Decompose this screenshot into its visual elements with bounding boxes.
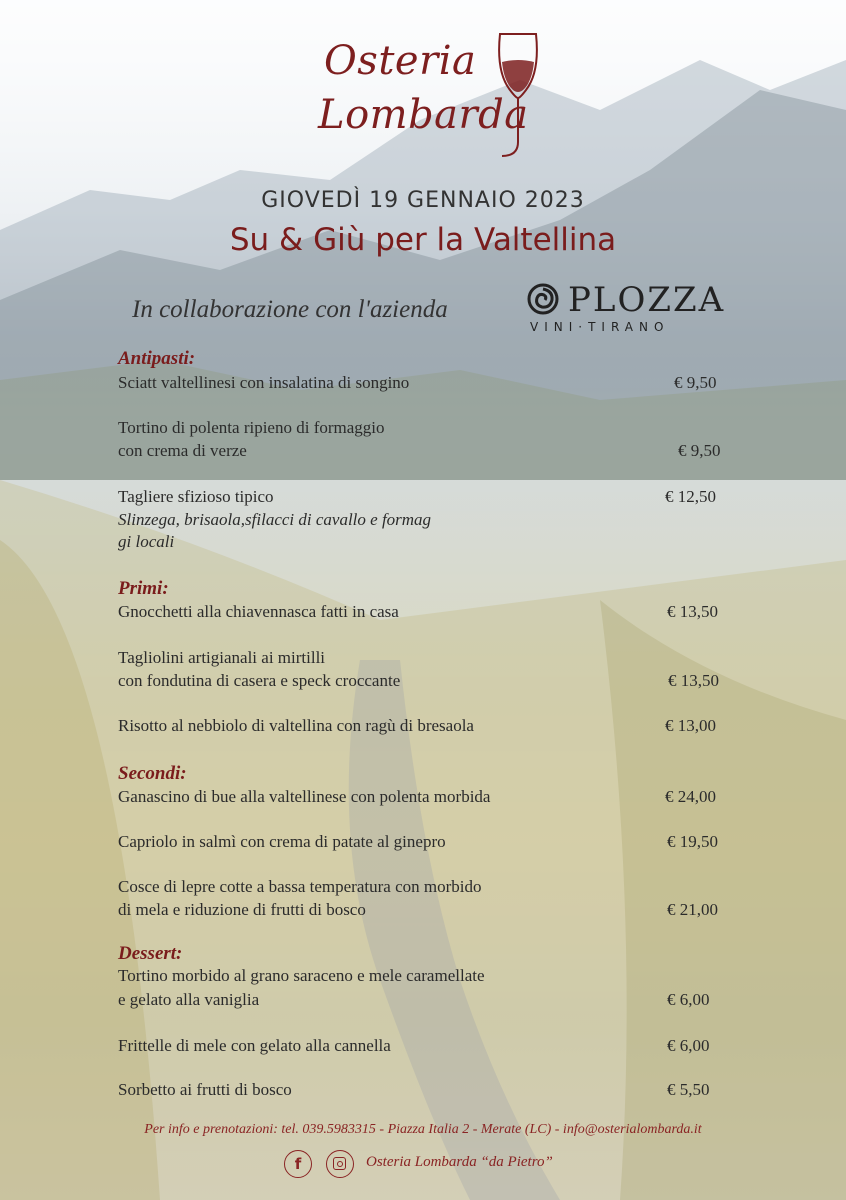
dish-price: € 13,50	[667, 602, 718, 621]
logo-line-1: Osteria	[324, 38, 477, 84]
contact-info: Per info e prenotazioni: tel. 039.5983315 - Piazza Italia 2 - Merate (LC) - info@osterialombarda.it	[144, 1122, 702, 1137]
dish-name: Sciatt valtellinesi con insalatina di songino	[118, 373, 410, 392]
dish-name: Frittelle di mele con gelato alla cannella	[118, 1036, 391, 1055]
section-title-antipasti: Antipasti:	[118, 348, 196, 369]
dish-price: € 5,50	[667, 1080, 710, 1099]
dish-name: Tagliere sfizioso tipico	[118, 487, 274, 506]
dish-price: € 9,50	[674, 373, 717, 392]
dish-price: € 24,00	[665, 787, 716, 806]
dish-price: € 6,00	[667, 990, 710, 1009]
dish-price: € 19,50	[667, 832, 718, 851]
dish-name: Sorbetto ai frutti di bosco	[118, 1080, 292, 1099]
dish-name-line-2: con fondutina di casera e speck croccante	[118, 671, 401, 690]
dish-price: € 12,50	[665, 487, 716, 506]
facebook-icon[interactable]: f	[284, 1150, 312, 1178]
dish-name-line-2: e gelato alla vaniglia	[118, 990, 260, 1009]
instagram-icon[interactable]	[326, 1150, 354, 1178]
dish-name: Tortino morbido al grano saraceno e mele caramellate	[118, 966, 485, 985]
plozza-swirl-icon	[526, 282, 560, 316]
partner-name: PLOZZA	[568, 280, 726, 320]
dish-name: Risotto al nebbiolo di valtellina con ragù di bresaola	[118, 716, 474, 735]
logo-line-2: Lombarda	[318, 92, 529, 138]
wine-glass-icon	[496, 32, 540, 162]
partner-subtitle: VINI·TIRANO	[530, 320, 670, 334]
partner-logo	[526, 280, 726, 340]
dish-name: Tagliolini artigianali ai mirtilli	[118, 648, 326, 667]
section-title-dessert: Dessert:	[118, 943, 183, 964]
dish-price: € 9,50	[678, 441, 721, 460]
restaurant-logo	[316, 20, 546, 170]
dish-name-line-2: di mela e riduzione di frutti di bosco	[118, 900, 366, 919]
section-title-secondi: Secondi:	[118, 763, 187, 784]
event-title: Su & Giù per la Valtellina	[229, 222, 617, 258]
dish-name: Tortino di polenta ripieno di formaggio	[118, 418, 385, 437]
collaboration-text: In collaborazione con l'azienda	[132, 296, 448, 323]
dish-name: Capriolo in salmì con crema di patate al ginepro	[118, 832, 446, 851]
dish-price: € 6,00	[667, 1036, 710, 1055]
dish-price: € 13,50	[668, 671, 719, 690]
dish-name: Ganascino di bue alla valtellinese con polenta morbida	[118, 787, 491, 806]
social-handle: Osteria Lombarda “da Pietro”	[366, 1154, 553, 1170]
dish-name: Gnocchetti alla chiavennasca fatti in casa	[118, 602, 399, 621]
dish-detail-line-2: gi locali	[118, 532, 175, 551]
section-title-primi: Primi:	[118, 578, 169, 599]
dish-detail: Slinzega, brisaola,sfilacci di cavallo e formag	[118, 510, 432, 529]
dish-name: Cosce di lepre cotte a bassa temperatura con morbido	[118, 877, 482, 896]
event-date: GIOVEDÌ 19 GENNAIO 2023	[261, 188, 585, 213]
dish-name-line-2: con crema di verze	[118, 441, 247, 460]
dish-price: € 13,00	[665, 716, 716, 735]
dish-price: € 21,00	[667, 900, 718, 919]
